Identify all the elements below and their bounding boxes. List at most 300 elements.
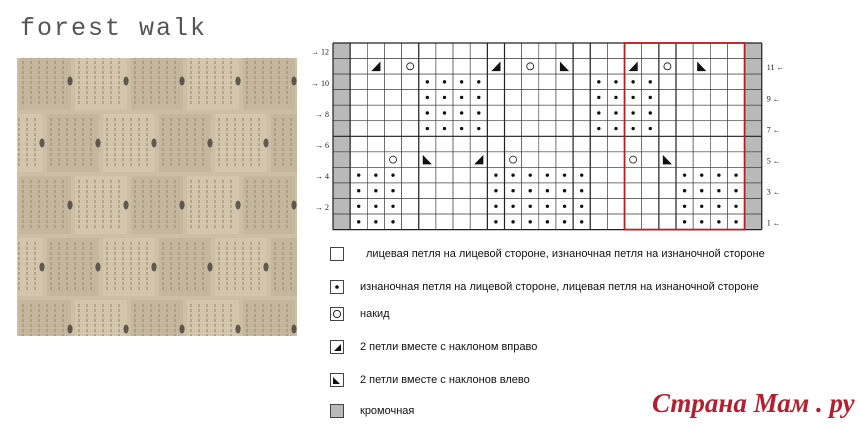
purl-dot-icon <box>700 173 703 176</box>
chart-cell <box>453 199 470 215</box>
purl-dot-icon <box>597 96 600 99</box>
chart-cell <box>676 121 693 137</box>
row-label-left: → 6 <box>315 140 329 150</box>
chart-cell <box>436 214 453 230</box>
chart-cell <box>384 152 401 168</box>
chart-cell <box>727 199 744 215</box>
chart-cell <box>745 105 762 121</box>
chart-cell <box>727 152 744 168</box>
purl-dot-icon <box>426 80 429 83</box>
purl-dot-icon <box>391 205 394 208</box>
purl-dot-icon <box>391 189 394 192</box>
chart-cell <box>590 183 607 199</box>
chart-cell <box>607 121 624 137</box>
chart-cell <box>573 105 590 121</box>
chart-cell <box>659 183 676 199</box>
row-label-right: 11 ← <box>766 63 785 73</box>
chart-cell <box>367 90 384 106</box>
chart-cell <box>676 105 693 121</box>
k2tog-right-icon <box>330 340 344 354</box>
chart-cell <box>453 90 470 106</box>
chart-cell <box>384 59 401 75</box>
chart-cell <box>505 121 522 137</box>
purl-dot-icon <box>511 173 514 176</box>
chart-cell <box>642 90 659 106</box>
chart-cell <box>607 183 624 199</box>
chart-cell <box>453 59 470 75</box>
purl-dot-icon <box>580 189 583 192</box>
chart-cell <box>539 59 556 75</box>
legend-label: 2 петли вместе с наклоном вправо <box>360 341 538 353</box>
chart-cell <box>693 167 710 183</box>
chart-cell <box>384 199 401 215</box>
chart-cell <box>367 136 384 152</box>
chart-cell <box>590 199 607 215</box>
chart-cell <box>350 152 367 168</box>
chart-cell <box>522 136 539 152</box>
chart-cell <box>539 90 556 106</box>
chart-cell <box>487 199 504 215</box>
chart-cell <box>539 167 556 183</box>
legend-item-knit <box>330 247 765 261</box>
purl-dot-icon <box>614 111 617 114</box>
chart-cell <box>402 136 419 152</box>
legend-item-purl <box>330 280 759 294</box>
purl-dot-icon <box>529 189 532 192</box>
chart-cell <box>642 167 659 183</box>
knit-empty-icon <box>330 247 344 261</box>
chart-cell <box>607 74 624 90</box>
chart-cell <box>402 152 419 168</box>
chart-cell <box>590 74 607 90</box>
chart-cell <box>625 74 642 90</box>
chart-cell <box>367 167 384 183</box>
chart-cell <box>745 183 762 199</box>
fabric-eyelet <box>179 325 184 334</box>
chart-cell <box>642 136 659 152</box>
chart-cell <box>710 136 727 152</box>
chart-cell <box>642 152 659 168</box>
chart-cell <box>350 90 367 106</box>
chart-cell <box>333 74 350 90</box>
chart-cell <box>470 121 487 137</box>
chart-cell <box>350 183 367 199</box>
chart-cell <box>745 199 762 215</box>
chart-cell <box>505 59 522 75</box>
chart-cell <box>625 136 642 152</box>
purl-dot-icon <box>529 173 532 176</box>
chart-cell <box>573 59 590 75</box>
purl-dot-icon <box>734 173 737 176</box>
chart-cell <box>419 152 436 168</box>
chart-cell <box>333 59 350 75</box>
chart-cell <box>470 214 487 230</box>
chart-cell <box>436 59 453 75</box>
chart-cell <box>453 136 470 152</box>
chart-cell <box>745 121 762 137</box>
chart-cell <box>745 214 762 230</box>
fabric-eyelet <box>123 325 128 334</box>
chart-cell <box>539 199 556 215</box>
fabric-eyelet <box>95 263 100 272</box>
chart-cell <box>693 199 710 215</box>
chart-cell <box>436 90 453 106</box>
chart-cell <box>676 199 693 215</box>
purl-dot-icon <box>546 205 549 208</box>
chart-cell <box>367 199 384 215</box>
purl-dot-icon <box>700 189 703 192</box>
site-watermark: Страна Мам . ру <box>652 388 855 418</box>
chart-cell <box>522 90 539 106</box>
chart-cell <box>436 152 453 168</box>
chart-cell <box>573 199 590 215</box>
chart-cell <box>367 152 384 168</box>
purl-dot-icon <box>477 127 480 130</box>
chart-cell <box>659 214 676 230</box>
chart-cell <box>676 136 693 152</box>
chart-cell <box>505 105 522 121</box>
fabric-eyelet <box>151 263 156 272</box>
chart-cell <box>522 74 539 90</box>
chart-cell <box>745 152 762 168</box>
purl-dot-icon <box>546 220 549 223</box>
purl-dot-icon <box>477 80 480 83</box>
purl-dot-icon <box>631 111 634 114</box>
chart-cell <box>659 199 676 215</box>
chart-cell <box>384 90 401 106</box>
chart-cell <box>505 152 522 168</box>
chart-cell <box>402 199 419 215</box>
chart-cell <box>436 167 453 183</box>
chart-cell <box>402 121 419 137</box>
chart-cell <box>659 74 676 90</box>
chart-cell <box>419 167 436 183</box>
chart-cell <box>625 183 642 199</box>
purl-dot-icon <box>734 189 737 192</box>
row-label-left: → 2 <box>315 203 329 213</box>
chart-cell <box>333 121 350 137</box>
chart-cell <box>727 136 744 152</box>
chart-cell <box>487 59 504 75</box>
chart-cell <box>333 183 350 199</box>
purl-dot-icon <box>546 173 549 176</box>
chart-cell <box>402 167 419 183</box>
chart-cell <box>333 43 350 59</box>
chart-cell <box>727 167 744 183</box>
chart-cell <box>590 167 607 183</box>
chart-cell <box>745 43 762 59</box>
purl-dot-icon <box>494 173 497 176</box>
chart-cell <box>642 105 659 121</box>
chart-cell <box>607 136 624 152</box>
chart-cell <box>333 152 350 168</box>
chart-cell <box>470 43 487 59</box>
chart-cell <box>402 105 419 121</box>
chart-cell <box>642 121 659 137</box>
chart-cell <box>384 74 401 90</box>
chart-cell <box>522 152 539 168</box>
chart-cell <box>419 90 436 106</box>
chart-cell <box>693 136 710 152</box>
chart-cell <box>505 43 522 59</box>
chart-cell <box>693 74 710 90</box>
chart-cell <box>727 74 744 90</box>
chart-cell <box>710 183 727 199</box>
fabric-eyelet <box>151 139 156 148</box>
purl-dot-icon <box>563 220 566 223</box>
row-label-left: → 12 <box>311 47 329 57</box>
chart-cell <box>350 214 367 230</box>
chart-cell <box>745 74 762 90</box>
chart-cell <box>522 59 539 75</box>
chart-cell <box>556 74 573 90</box>
chart-cell <box>453 167 470 183</box>
purl-dot-icon <box>700 205 703 208</box>
chart-cell <box>625 43 642 59</box>
chart-cell <box>607 90 624 106</box>
fabric-eyelet <box>291 201 296 210</box>
chart-cell <box>505 199 522 215</box>
chart-cell <box>522 121 539 137</box>
chart-cell <box>727 214 744 230</box>
edge-stitch-icon <box>330 404 344 418</box>
chart-cell <box>710 152 727 168</box>
chart-cell <box>573 167 590 183</box>
purl-dot-icon <box>649 80 652 83</box>
chart-cell <box>693 152 710 168</box>
chart-cell <box>487 152 504 168</box>
purl-dot-icon <box>460 111 463 114</box>
chart-cell <box>625 167 642 183</box>
fabric-eyelet <box>67 77 72 86</box>
chart-cell <box>333 167 350 183</box>
purl-dot-icon <box>597 111 600 114</box>
chart-cell <box>607 59 624 75</box>
chart-cell <box>556 167 573 183</box>
chart-cell <box>676 90 693 106</box>
legend-item-k2tog <box>330 340 537 354</box>
chart-cell <box>625 121 642 137</box>
chart-cell <box>710 214 727 230</box>
chart-cell <box>419 105 436 121</box>
legend-label: накид <box>360 308 390 320</box>
chart-cell <box>487 43 504 59</box>
legend-item-ssk <box>330 373 530 387</box>
chart-cell <box>590 214 607 230</box>
chart-cell <box>402 90 419 106</box>
purl-dot-icon <box>511 189 514 192</box>
chart-cell <box>505 136 522 152</box>
chart-cell <box>367 43 384 59</box>
chart-cell <box>384 167 401 183</box>
purl-dot-icon <box>717 173 720 176</box>
chart-cell <box>487 183 504 199</box>
legend-label: лицевая петля на лицевой стороне, изнаночная петля на изнаночной стороне <box>366 248 765 260</box>
row-label-right: 3 ← <box>766 187 781 197</box>
chart-cell <box>436 199 453 215</box>
chart-cell <box>693 59 710 75</box>
chart-cell <box>470 167 487 183</box>
fabric-eyelet <box>235 201 240 210</box>
purl-dot-icon <box>374 189 377 192</box>
chart-cell <box>710 74 727 90</box>
chart-cell <box>505 167 522 183</box>
chart-cell <box>556 90 573 106</box>
chart-cell <box>676 59 693 75</box>
chart-cell <box>727 121 744 137</box>
chart-cell <box>522 167 539 183</box>
chart-cell <box>573 183 590 199</box>
chart-cell <box>676 167 693 183</box>
chart-cell <box>522 105 539 121</box>
purl-dot-icon <box>443 111 446 114</box>
chart-cell <box>607 214 624 230</box>
chart-cell <box>642 74 659 90</box>
fabric-eyelet <box>95 139 100 148</box>
chart-cell <box>642 199 659 215</box>
purl-dot-icon <box>426 96 429 99</box>
purl-dot-icon <box>443 80 446 83</box>
chart-cell <box>573 74 590 90</box>
chart-cell <box>659 136 676 152</box>
chart-cell <box>693 121 710 137</box>
chart-cell <box>522 214 539 230</box>
chart-cell <box>607 167 624 183</box>
chart-cell <box>453 105 470 121</box>
chart-cell <box>333 199 350 215</box>
purl-dot-icon <box>391 173 394 176</box>
chart-cell <box>693 105 710 121</box>
chart-cell <box>556 43 573 59</box>
fabric-eyelet <box>207 263 212 272</box>
chart-cell <box>419 199 436 215</box>
chart-cell <box>625 152 642 168</box>
fabric-block <box>17 238 43 296</box>
purl-dot-icon <box>563 189 566 192</box>
chart-cell <box>333 214 350 230</box>
chart-cell <box>350 59 367 75</box>
chart-cell <box>436 183 453 199</box>
chart-cell <box>505 74 522 90</box>
chart-cell <box>350 121 367 137</box>
chart-cell <box>470 136 487 152</box>
chart-cell <box>607 105 624 121</box>
chart-cell <box>693 214 710 230</box>
purl-dot-icon <box>330 280 344 294</box>
chart-cell <box>419 59 436 75</box>
chart-cell <box>522 199 539 215</box>
chart-cell <box>384 214 401 230</box>
chart-cell <box>436 105 453 121</box>
fabric-eyelet <box>235 325 240 334</box>
chart-cell <box>539 214 556 230</box>
purl-dot-icon <box>597 80 600 83</box>
chart-cell <box>470 183 487 199</box>
chart-cell <box>727 59 744 75</box>
fabric-eyelet <box>263 139 268 148</box>
chart-cell <box>710 199 727 215</box>
purl-dot-icon <box>649 111 652 114</box>
purl-dot-icon <box>374 173 377 176</box>
chart-cell <box>659 105 676 121</box>
purl-dot-icon <box>357 189 360 192</box>
chart-cell <box>710 43 727 59</box>
chart-cell <box>539 74 556 90</box>
legend-label: 2 петли вместе с наклонов влево <box>360 374 530 386</box>
chart-cell <box>710 59 727 75</box>
fabric-eyelet <box>67 201 72 210</box>
purl-dot-icon <box>494 205 497 208</box>
purl-dot-icon <box>477 96 480 99</box>
purl-dot-icon <box>511 205 514 208</box>
row-label-right: 1 ← <box>766 218 781 228</box>
fabric-eyelet <box>67 325 72 334</box>
purl-dot-icon <box>700 220 703 223</box>
purl-dot-icon <box>580 220 583 223</box>
chart-cell <box>693 90 710 106</box>
chart-cell <box>745 90 762 106</box>
chart-cell <box>402 183 419 199</box>
row-label-right: 5 ← <box>766 156 781 166</box>
purl-dot-icon <box>717 189 720 192</box>
chart-cell <box>693 43 710 59</box>
purl-dot-icon <box>477 111 480 114</box>
fabric-eyelet <box>291 77 296 86</box>
chart-cell <box>367 121 384 137</box>
purl-dot-icon <box>529 220 532 223</box>
purl-dot-icon <box>391 220 394 223</box>
chart-cell <box>676 43 693 59</box>
chart-cell <box>539 105 556 121</box>
chart-cell <box>693 183 710 199</box>
chart-cell <box>453 152 470 168</box>
chart-cell <box>350 199 367 215</box>
legend-label: кромочная <box>360 405 415 417</box>
purl-dot-icon <box>357 173 360 176</box>
chart-cell <box>402 59 419 75</box>
purl-dot-icon <box>683 205 686 208</box>
purl-dot-icon <box>734 220 737 223</box>
chart-cell <box>573 121 590 137</box>
purl-dot-icon <box>426 111 429 114</box>
chart-cell <box>556 183 573 199</box>
chart-cell <box>727 43 744 59</box>
fabric-eyelet <box>291 325 296 334</box>
chart-cell <box>625 199 642 215</box>
purl-dot-icon <box>357 205 360 208</box>
chart-cell <box>367 74 384 90</box>
row-label-right: 7 ← <box>766 125 781 135</box>
knitting-chart <box>305 40 825 240</box>
purl-dot-icon <box>563 173 566 176</box>
fabric-eyelet <box>263 263 268 272</box>
chart-cell <box>505 90 522 106</box>
purl-dot-icon <box>683 220 686 223</box>
purl-dot-icon <box>717 205 720 208</box>
chart-cell <box>384 121 401 137</box>
chart-cell <box>607 43 624 59</box>
purl-dot-icon <box>374 205 377 208</box>
pattern-title: forest walk <box>20 14 208 43</box>
chart-cell <box>556 121 573 137</box>
chart-cell <box>659 90 676 106</box>
chart-cell <box>659 121 676 137</box>
purl-dot-icon <box>460 96 463 99</box>
chart-cell <box>419 183 436 199</box>
chart-cell <box>453 43 470 59</box>
fabric-eyelet <box>179 77 184 86</box>
chart-cell <box>419 74 436 90</box>
